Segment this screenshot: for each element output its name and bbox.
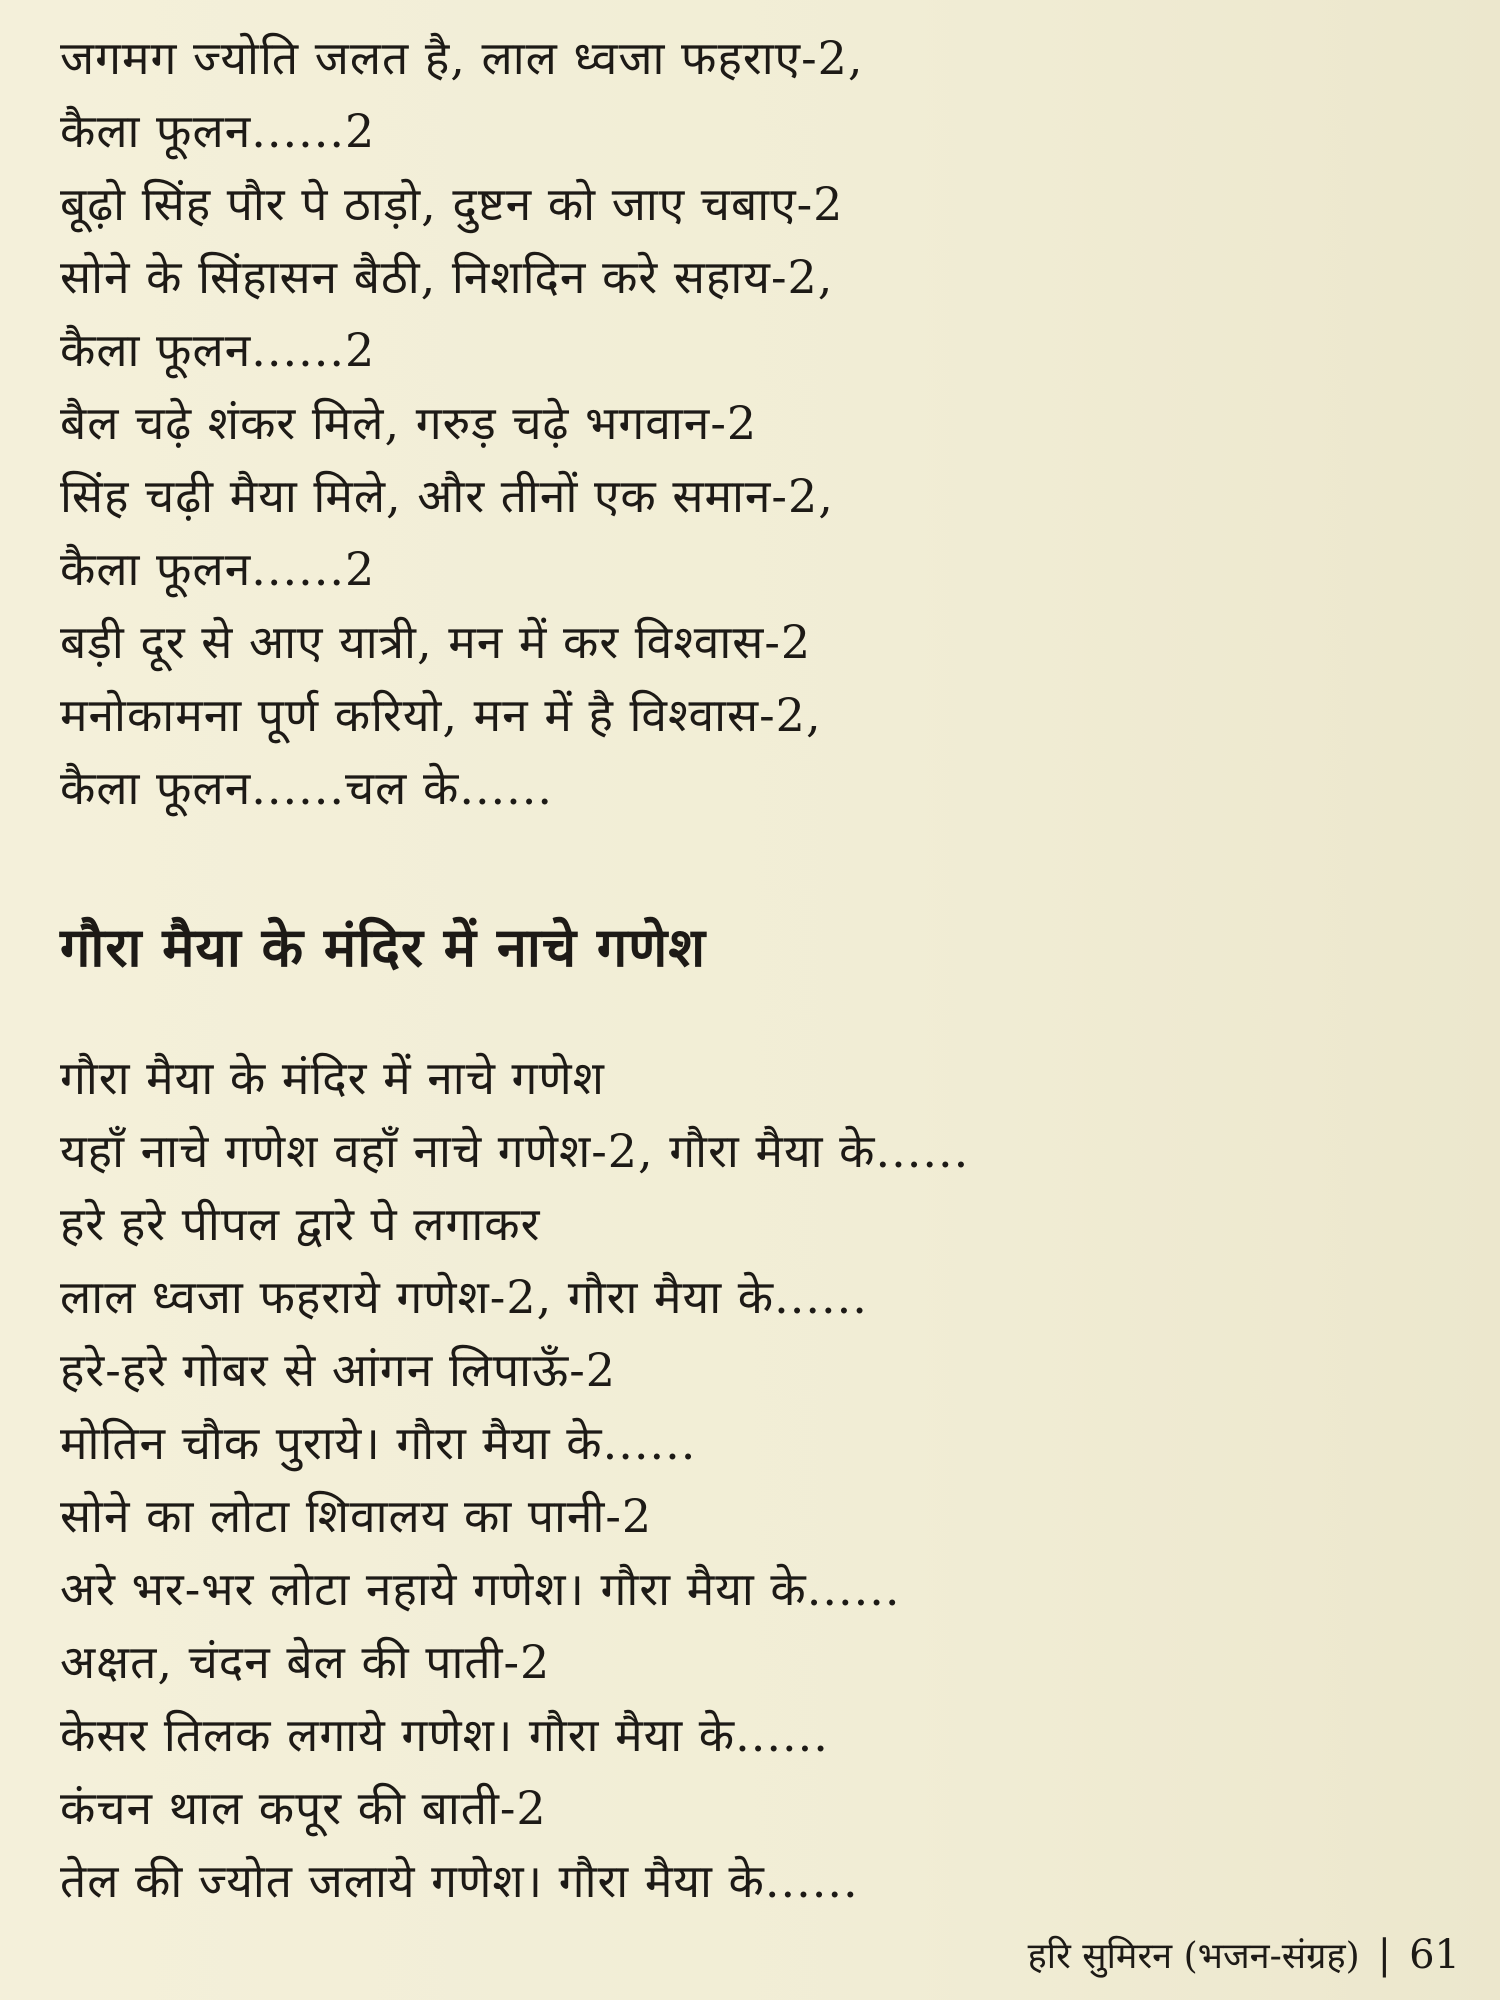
verse-line: कैला फूलन......2 [60,542,376,596]
verse-line: सिंह चढ़ी मैया मिले, और तीनों एक समान-2, [60,469,834,523]
verse-line: यहाँ नाचे गणेश वहाँ नाचे गणेश-2, गौरा मैया के...... [60,1124,970,1178]
song-title: गौरा मैया के मंदिर में नाचे गणेश [60,915,707,979]
page-footer [1028,1930,1460,1979]
verse-line: लाल ध्वजा फहराये गणेश-2, गौरा मैया के...... [60,1270,868,1324]
verse-line: सोने के सिंहासन बैठी, निशदिन करे सहाय-2, [60,250,834,304]
verse-line: बैल चढ़े शंकर मिले, गरुड़ चढ़े भगवान-2 [60,396,758,450]
stanza-bottom [60,1042,1440,1918]
verse-line: सोने का लोटा शिवालय का पानी-2 [60,1489,653,1543]
verse-line: अरे भर-भर लोटा नहाये गणेश। गौरा मैया के...... [60,1562,901,1616]
verse-line: तेल की ज्योत जलाये गणेश। गौरा मैया के...... [60,1854,859,1908]
stanza-top [60,22,1440,825]
verse-line: कंचन थाल कपूर की बाती-2 [60,1781,547,1835]
footer-separator: | [1377,1931,1392,1978]
book-title: हरि सुमिरन (भजन-संग्रह) [1027,1936,1360,1977]
page-number: 61 [1409,1931,1460,1978]
verse-line: अक्षत, चंदन बेल की पाती-2 [60,1635,551,1689]
verse-line: बड़ी दूर से आए यात्री, मन में कर विश्वास-2 [60,615,812,669]
verse-line: जगमग ज्योति जलत है, लाल ध्वजा फहराए-2, [60,31,864,85]
verse-line: हरे हरे पीपल द्वारे पे लगाकर [60,1197,541,1251]
verse-line: कैला फूलन......2 [60,104,376,158]
verse-line: बूढ़ो सिंह पौर पे ठाड़ो, दुष्टन को जाए चबाए-2 [60,177,844,231]
verse-line: मनोकामना पूर्ण करियो, मन में है विश्वास-2, [60,688,822,742]
verse-line: केसर तिलक लगाये गणेश। गौरा मैया के...... [60,1708,829,1762]
verse-line: गौरा मैया के मंदिर में नाचे गणेश [60,1051,605,1105]
verse-line: कैला फूलन......2 [60,323,376,377]
verse-line: मोतिन चौक पुराये। गौरा मैया के...... [60,1416,697,1470]
verse-line: कैला फूलन......चल के...... [60,761,554,815]
page-text [60,22,1440,1918]
verse-line: हरे-हरे गोबर से आंगन लिपाऊँ-2 [60,1343,617,1397]
